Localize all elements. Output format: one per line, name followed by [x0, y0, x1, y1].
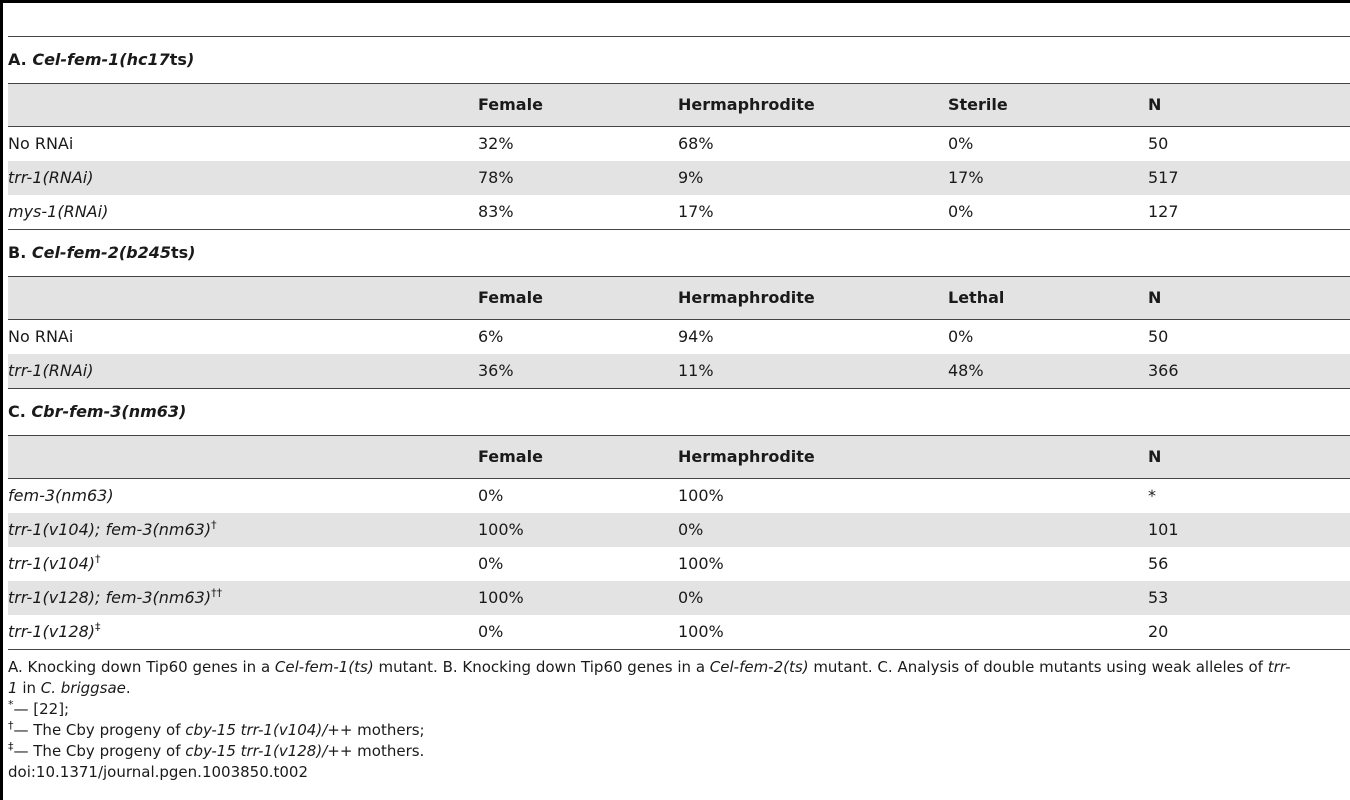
row-label: trr-1(v128)‡	[8, 620, 101, 641]
doi-text: doi:10.1371/journal.pgen.1003850.t002	[8, 763, 309, 781]
footnote-part: — The Cby progeny of	[13, 721, 186, 739]
table-cell: 56	[1148, 554, 1169, 573]
footnote-marker: †	[211, 518, 217, 532]
row-label: trr-1(v104)†	[8, 552, 101, 573]
table-row	[8, 479, 1350, 513]
footnote-marker: †	[95, 552, 101, 566]
section-title-row	[8, 230, 1350, 277]
table-row	[8, 547, 1350, 581]
table-cell: 9%	[678, 168, 704, 187]
footnote-part: cby-15 trr-1(v104)/+	[185, 721, 340, 739]
data-table	[8, 36, 1350, 650]
table-cell: 68%	[678, 134, 714, 153]
footnote-list	[8, 699, 1348, 762]
table-cell: 17%	[678, 202, 714, 221]
table-cell: 50	[1148, 327, 1169, 346]
caption-part: Cel-fem-2(ts)	[709, 658, 809, 676]
table-cell: 48%	[948, 361, 984, 380]
footnote-mark: *	[8, 698, 14, 711]
column-header: Hermaphrodite	[678, 288, 815, 307]
section-label: C.	[8, 402, 32, 421]
caption-part: mutant. C. Analysis of double mutants using weak alleles of	[808, 658, 1268, 676]
table-cell: 36%	[478, 361, 514, 380]
caption-part: trr-	[1267, 658, 1291, 676]
footnote-mark: †	[8, 719, 14, 732]
table-cell: 0%	[678, 588, 704, 607]
section-title: Cel-fem-2(b245ts)	[31, 243, 196, 262]
table-cell: 6%	[478, 327, 504, 346]
column-header: Lethal	[948, 288, 1005, 307]
table-cell: 101	[1148, 520, 1179, 539]
column-header-row	[8, 84, 1350, 127]
table-cell: 100%	[478, 520, 524, 539]
row-label: trr-1(v104); fem-3(nm63)†	[8, 518, 217, 539]
row-label: fem-3(nm63)	[8, 486, 114, 505]
column-header-row	[8, 436, 1350, 479]
table-row	[8, 615, 1350, 650]
top-rule	[0, 0, 1350, 3]
footnote-part: — [22];	[13, 700, 70, 718]
section-title-suffix: ts	[170, 243, 189, 262]
section-label: A.	[8, 50, 33, 69]
table-cell: 0%	[478, 622, 504, 641]
row-label: trr-1(v128); fem-3(nm63)††	[8, 586, 223, 607]
footnote-marker: ††	[211, 586, 223, 600]
column-header: N	[1148, 447, 1162, 466]
column-header: N	[1148, 95, 1162, 114]
table-cell: 20	[1148, 622, 1169, 641]
table-cell: 0%	[948, 327, 974, 346]
table-cell: 17%	[948, 168, 984, 187]
table-cell: 100%	[678, 486, 724, 505]
footnote	[8, 741, 1348, 762]
row-label: No RNAi	[8, 134, 74, 153]
footnote	[8, 699, 1348, 720]
table-cell: 78%	[478, 168, 514, 187]
footnote	[8, 720, 1348, 741]
caption-part: 1	[8, 679, 18, 697]
table-cell: 127	[1148, 202, 1179, 221]
row-label: trr-1(RNAi)	[8, 168, 94, 187]
table-cell: 100%	[478, 588, 524, 607]
footnote-part: — The Cby progeny of	[13, 742, 186, 760]
table-cell: 94%	[678, 327, 714, 346]
table-row	[8, 195, 1350, 230]
row-label: mys-1(RNAi)	[8, 202, 109, 221]
row-label: trr-1(RNAi)	[8, 361, 94, 380]
table-cell: *	[1148, 486, 1156, 505]
column-header: Female	[478, 95, 543, 114]
section-title: Cel-fem-1(hc17ts)	[32, 50, 195, 69]
footnote-part: + mothers;	[339, 721, 425, 739]
table-row	[8, 513, 1350, 547]
left-border	[0, 0, 3, 800]
column-header: Sterile	[948, 95, 1008, 114]
caption-part: A. Knocking down Tip60 genes in a	[8, 658, 275, 676]
table-cell: 0%	[478, 554, 504, 573]
table-cell: 0%	[678, 520, 704, 539]
table-cell: 53	[1148, 588, 1169, 607]
caption-part: .	[125, 679, 131, 697]
table-cell: 100%	[678, 554, 724, 573]
section-label: B.	[8, 243, 32, 262]
table-row	[8, 127, 1350, 161]
section-title-row	[8, 37, 1350, 84]
section-title-suffix: ts	[169, 50, 187, 69]
table-row	[8, 320, 1350, 354]
footnote-marker: ‡	[95, 620, 101, 634]
footnote-mark: ‡	[8, 740, 14, 753]
table-row	[8, 354, 1350, 389]
footnote-part: + mothers.	[339, 742, 425, 760]
table-cell: 366	[1148, 361, 1179, 380]
column-header: Hermaphrodite	[678, 447, 815, 466]
section-title: Cbr-fem-3(nm63)	[31, 402, 187, 421]
table-cell: 32%	[478, 134, 514, 153]
column-header: Hermaphrodite	[678, 95, 815, 114]
column-header: Female	[478, 288, 543, 307]
table-caption	[8, 657, 1348, 783]
caption-part: C. briggsae	[40, 679, 126, 697]
table-cell: 0%	[948, 134, 974, 153]
section-title-row	[8, 389, 1350, 436]
table-row	[8, 581, 1350, 615]
table-cell: 100%	[678, 622, 724, 641]
table-cell: 11%	[678, 361, 714, 380]
caption-part: in	[17, 679, 41, 697]
caption-part: Cel-fem-1(ts)	[274, 658, 374, 676]
table-cell: 50	[1148, 134, 1169, 153]
table-cell: 0%	[478, 486, 504, 505]
row-label: No RNAi	[8, 327, 74, 346]
footnote-part: cby-15 trr-1(v128)/+	[185, 742, 340, 760]
column-header: N	[1148, 288, 1162, 307]
table-cell: 83%	[478, 202, 514, 221]
caption-part: mutant. B. Knocking down Tip60 genes in a	[373, 658, 710, 676]
column-header: Female	[478, 447, 543, 466]
column-header-row	[8, 277, 1350, 320]
caption-text	[8, 657, 1348, 699]
table-cell: 0%	[948, 202, 974, 221]
table-row	[8, 161, 1350, 195]
table-cell: 517	[1148, 168, 1179, 187]
